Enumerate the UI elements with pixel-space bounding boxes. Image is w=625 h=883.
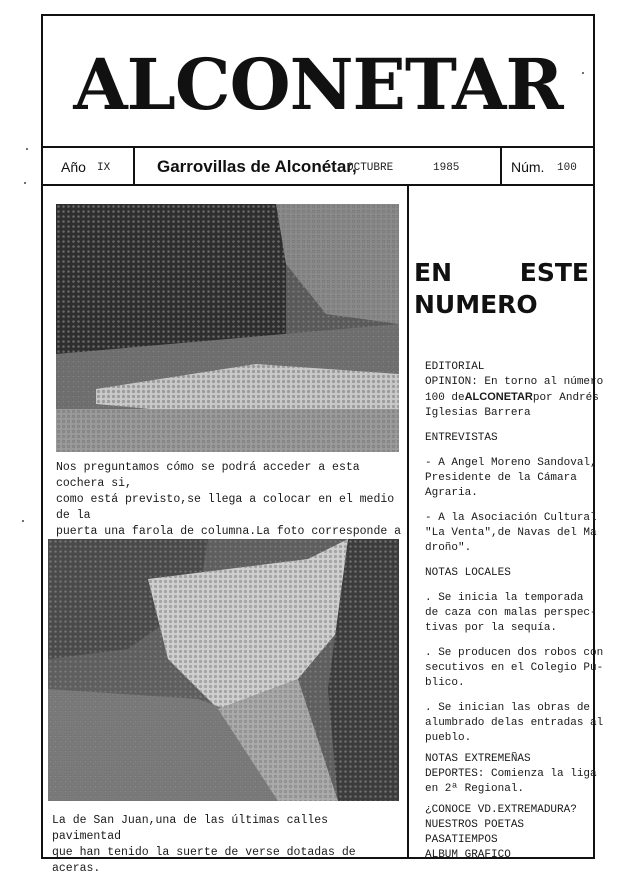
numero-label: Núm. bbox=[511, 159, 545, 175]
toc-nota-line: de caza con malas perspec- bbox=[425, 607, 597, 619]
toc-poetas: NUESTROS POETAS bbox=[425, 819, 525, 831]
column-divider bbox=[407, 186, 409, 857]
toc-opinion-line: OPINION: En torno al número bbox=[425, 376, 604, 388]
toc-deportes-line: en 2ª Regional. bbox=[425, 783, 525, 795]
toc-entrevista-line: - A la Asociación Cultural bbox=[425, 512, 597, 524]
toc-entrevista-line: Presidente de la Cámara bbox=[425, 472, 577, 484]
toc-editorial: EDITORIAL bbox=[425, 361, 485, 373]
town-name: Garrovillas de Alconétar, bbox=[157, 157, 357, 176]
contents-heading bbox=[414, 257, 589, 321]
toc-nota-line: blico. bbox=[425, 677, 465, 689]
toc-nota-line: . Se inician las obras de bbox=[425, 702, 591, 714]
toc-opinion-line: Iglesias Barrera bbox=[425, 407, 531, 419]
toc-nota-line: . Se producen dos robos con bbox=[425, 647, 604, 659]
toc-entrevista-line: droño". bbox=[425, 542, 472, 554]
toc-pasatiempos: PASATIEMPOS bbox=[425, 834, 498, 846]
toc-nota-line: secutivos en el Colegio Pú- bbox=[425, 662, 604, 674]
toc-entrevista-line: - A Angel Moreno Sandoval, bbox=[425, 457, 597, 469]
toc-entrevistas: ENTREVISTAS bbox=[425, 432, 498, 444]
toc-deportes-line: DEPORTES: Comienza la liga bbox=[425, 768, 597, 780]
toc-opinion-text: 100 de bbox=[425, 392, 465, 404]
toc-notas-locales: NOTAS LOCALES bbox=[425, 567, 511, 579]
toc-nota-line: pueblo. bbox=[425, 732, 472, 744]
toc-nota-line: alumbrado delas entradas al bbox=[425, 717, 604, 729]
masthead bbox=[41, 14, 595, 148]
contents-heading-line2: NUMERO bbox=[414, 290, 538, 319]
toc-entrevista-line: "La Venta",de Navas del Ma bbox=[425, 527, 597, 539]
print-speck bbox=[26, 148, 28, 150]
ano-value: IX bbox=[97, 162, 111, 174]
toc-album: ALBUM GRAFICO bbox=[425, 849, 511, 861]
issue-year: 1985 bbox=[433, 162, 460, 174]
print-speck bbox=[582, 72, 584, 74]
toc-opinion-text: por Andrés bbox=[532, 392, 599, 404]
photo1-caption: Nos preguntamos cómo se podrá acceder a esta cochera si, como está previsto,se llega a colocar en el medio de la puerta una farola de columna.La foto corresponde a bbox=[56, 461, 402, 538]
toc-nota-line: . Se inicia la temporada bbox=[425, 592, 584, 604]
photo2-caption: La de San Juan,una de las últimas calles pavimentad que han tenido la suerte de verse dotadas de aceras. bbox=[52, 814, 356, 875]
photo-garage-door bbox=[56, 204, 399, 452]
contents-heading-line1: EN ESTE bbox=[414, 258, 589, 287]
print-speck bbox=[22, 520, 24, 522]
issue-info-bar bbox=[41, 148, 595, 186]
toc-notas-extremenas: NOTAS EXTREMEÑAS bbox=[425, 753, 531, 765]
info-divider bbox=[133, 148, 135, 184]
toc-conoce: ¿CONOCE VD.EXTREMADURA? bbox=[425, 804, 577, 816]
toc-nota-line: tivas por la sequía. bbox=[425, 622, 558, 634]
info-divider bbox=[500, 148, 502, 184]
newspaper-title: ALCONETAR bbox=[73, 43, 563, 126]
ano-label: Año bbox=[61, 159, 86, 175]
numero-value: 100 bbox=[557, 162, 577, 174]
table-of-contents bbox=[425, 360, 604, 863]
toc-entrevista-line: Agraria. bbox=[425, 487, 478, 499]
issue-month: OCTUBRE bbox=[347, 162, 394, 174]
print-speck bbox=[24, 182, 26, 184]
toc-brand-name: ALCONETAR bbox=[464, 391, 533, 403]
toc-opinion-line bbox=[425, 390, 599, 406]
photo-san-juan-street bbox=[48, 539, 399, 801]
